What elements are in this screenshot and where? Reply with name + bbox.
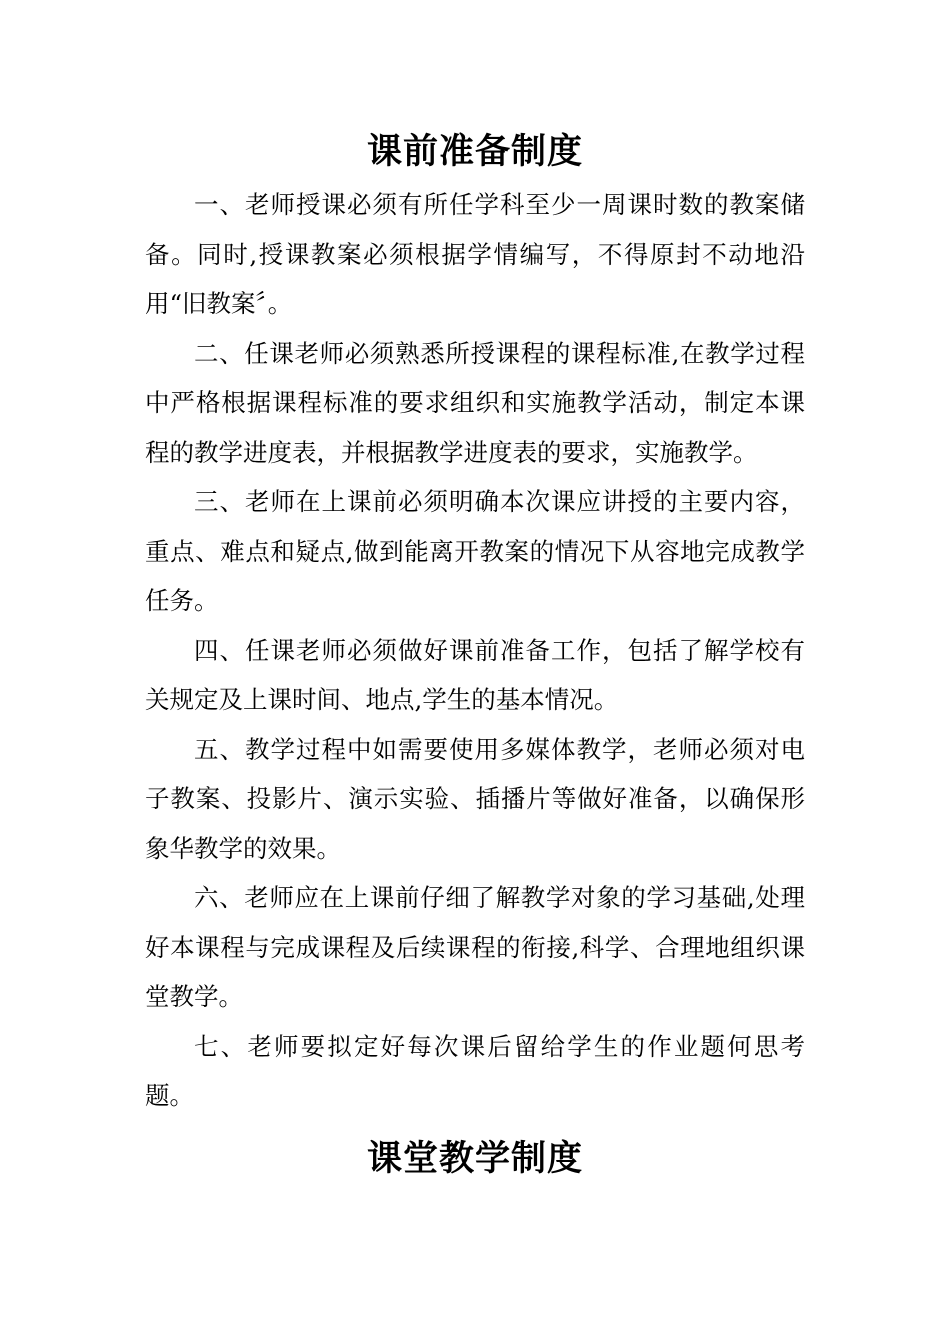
paragraph-rule-7: 七、老师要拟定好每次课后留给学生的作业题何思考题。 (145, 1031, 805, 1110)
paragraph-rule-3: 三、老师在上课前必须明确本次课应讲授的主要内容，重点、难点和疑点,做到能离开教案的情况下从容地完成教学任务。 (145, 487, 805, 615)
document-body (145, 124, 805, 1187)
paragraph-rule-1: 一、老师授课必须有所任学科至少一周课时数的教案储备。同时,授课教案必须根据学情编写，不得原封不动地沿用“旧教案〞。 (145, 190, 805, 318)
section-title-lesson-preparation: 课前准备制度 (366, 131, 583, 172)
paragraph-rule-5: 五、教学过程中如需要使用多媒体教学，老师必须对电子教案、投影片、演示实验、插播片等做好准备，以确保形象华教学的效果。 (145, 734, 805, 863)
paragraph-rule-4: 四、任课老师必须做好课前准备工作，包括了解学校有关规定及上课时间、地点,学生的基本情况。 (145, 635, 805, 714)
paragraph-rule-2: 二、任课老师必须熟悉所授课程的课程标准,在教学过程中严格根据课程标准的要求组织和实施教学活动，制定本课程的教学进度表，并根据教学进度表的要求，实施教学。 (145, 338, 805, 467)
section-title-classroom-teaching: 课堂教学制度 (366, 1137, 583, 1179)
paragraph-rule-6: 六、老师应在上课前仔细了解教学对象的学习基础,处理好本课程与完成课程及后续课程的衔接,科学、合理地组织课堂教学。 (145, 883, 805, 1011)
